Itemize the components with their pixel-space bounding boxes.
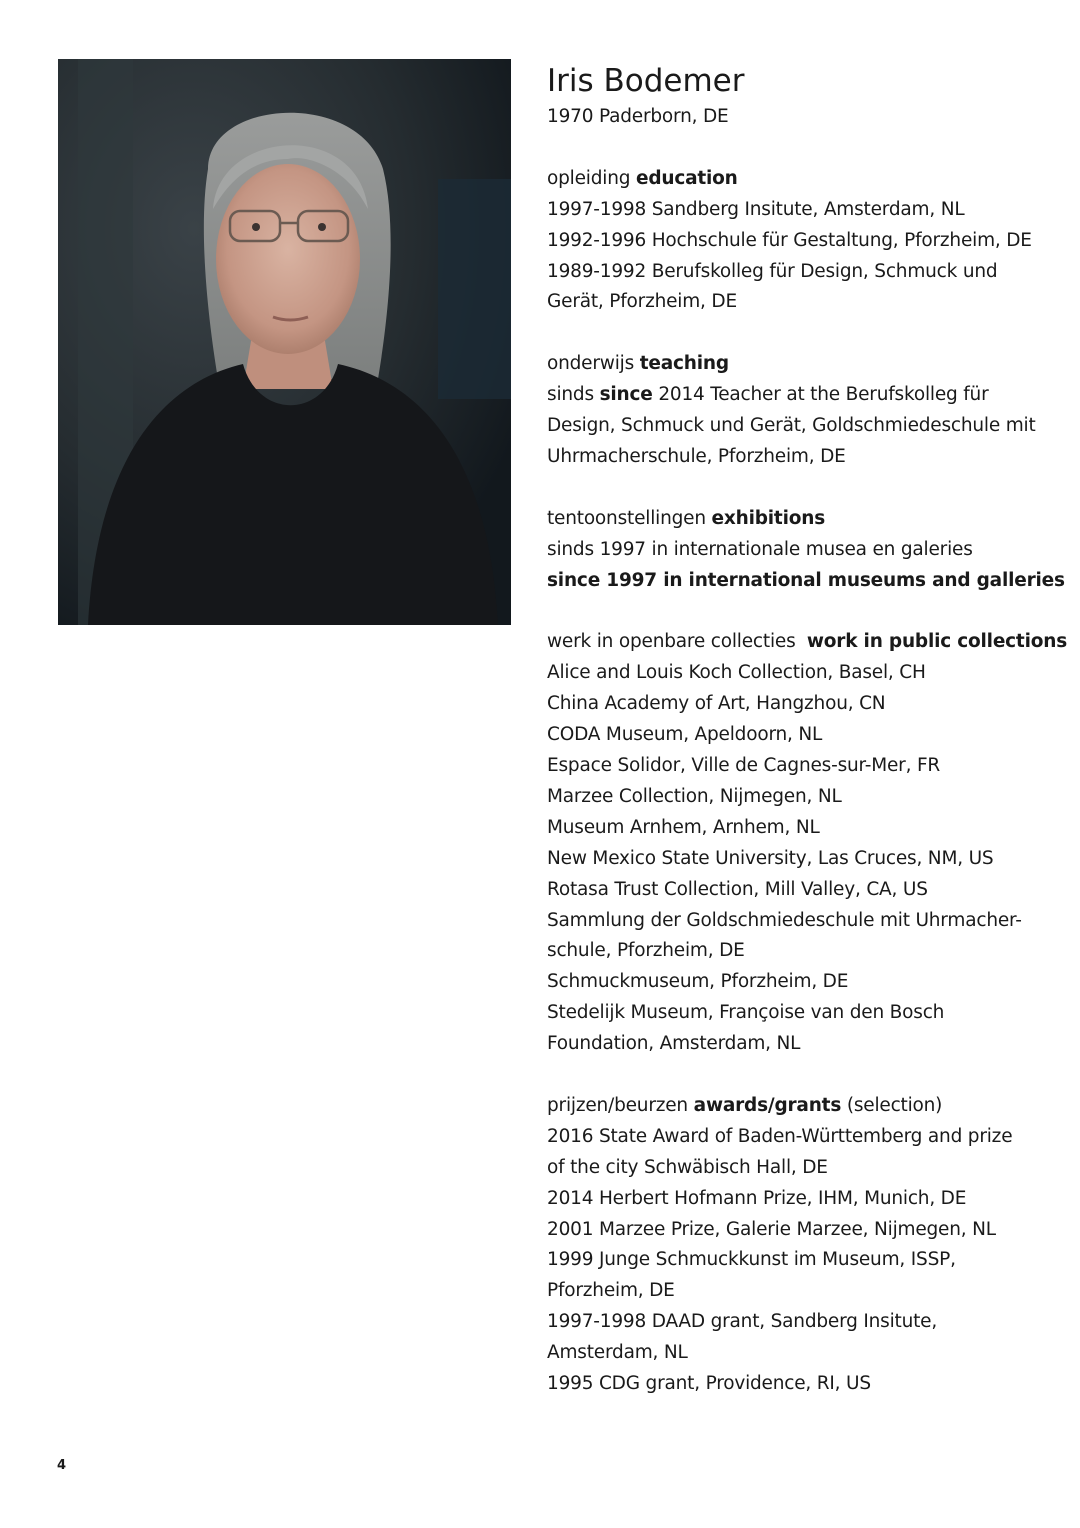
collection-item: Espace Solidor, Ville de Cagnes-sur-Mer, FR	[547, 754, 941, 776]
bio-text	[547, 62, 1068, 1400]
award-item: 2001 Marzee Prize, Galerie Marzee, Nijmegen, NL	[547, 1218, 996, 1240]
award-item: 2016 State Award of Baden-Württemberg and prize	[547, 1125, 1013, 1147]
education-item: Gerät, Pforzheim, DE	[547, 291, 737, 313]
page-number: 4	[57, 1458, 67, 1473]
exhibitions-label-en: exhibitions	[711, 507, 825, 529]
teaching-since-nl: sinds	[547, 384, 594, 406]
collection-item: Stedelijk Museum, Françoise van den Bosch	[547, 1002, 945, 1024]
teaching-line: Uhrmacherschule, Pforzheim, DE	[547, 445, 846, 467]
artist-name: Iris Bodemer	[547, 63, 745, 99]
award-item: 1995 CDG grant, Providence, RI, US	[547, 1373, 871, 1395]
collection-item: Marzee Collection, Nijmegen, NL	[547, 785, 842, 807]
collections-label-nl: werk in openbare collecties	[547, 631, 796, 653]
awards-label-suffix: (selection)	[846, 1094, 943, 1116]
collection-item: Foundation, Amsterdam, NL	[547, 1033, 801, 1055]
education-item: 1989-1992 Berufskolleg für Design, Schmuck und	[547, 260, 998, 282]
portrait-illustration	[58, 59, 511, 625]
collection-item: Alice and Louis Koch Collection, Basel, CH	[547, 662, 926, 684]
exhibitions-line-nl: sinds 1997 in internationale musea en galeries	[547, 538, 973, 560]
collection-item: New Mexico State University, Las Cruces, NM, US	[547, 847, 994, 869]
education-heading	[547, 164, 1047, 195]
award-item: of the city Schwäbisch Hall, DE	[547, 1156, 828, 1178]
awards-label-nl: prijzen/beurzen	[547, 1094, 688, 1116]
education-item: 1992-1996 Hochschule für Gestaltung, Pforzheim, DE	[547, 229, 1032, 251]
teaching-item	[547, 380, 1047, 411]
teaching-since-en: since	[599, 384, 653, 406]
collection-item: CODA Museum, Apeldoorn, NL	[547, 724, 823, 746]
education-item: 1997-1998 Sandberg Insitute, Amsterdam, NL	[547, 198, 965, 220]
teaching-first-line: 2014 Teacher at the Berufskolleg für	[658, 384, 989, 406]
birth-info: 1970 Paderborn, DE	[547, 106, 729, 127]
exhibitions-heading	[547, 504, 1047, 535]
award-item: 2014 Herbert Hofmann Prize, IHM, Munich, DE	[547, 1187, 967, 1209]
teaching-heading	[547, 349, 1047, 380]
collection-item: schule, Pforzheim, DE	[547, 940, 745, 962]
awards-heading	[547, 1091, 1047, 1122]
award-item: Pforzheim, DE	[547, 1280, 675, 1302]
exhibitions-line-en-text: since 1997 in international museums and galleries	[547, 569, 1065, 591]
awards-label-en: awards/grants	[693, 1094, 842, 1116]
collections-label-en: work in public collections	[806, 631, 1068, 653]
exhibitions-line-en	[547, 566, 1065, 597]
award-item: 1999 Junge Schmuckkunst im Museum, ISSP,	[547, 1249, 956, 1271]
award-item: Amsterdam, NL	[547, 1342, 688, 1364]
collection-item: Sammlung der Goldschmiedeschule mit Uhrmacher-	[547, 909, 1022, 931]
teaching-line: Design, Schmuck und Gerät, Goldschmiedeschule mit	[547, 415, 1036, 437]
collection-item: Museum Arnhem, Arnhem, NL	[547, 816, 820, 838]
collections-heading	[547, 627, 1068, 658]
education-label-en: education	[635, 167, 738, 189]
collection-item: Rotasa Trust Collection, Mill Valley, CA, US	[547, 878, 928, 900]
collection-item: China Academy of Art, Hangzhou, CN	[547, 693, 886, 715]
collection-item: Schmuckmuseum, Pforzheim, DE	[547, 971, 849, 993]
exhibitions-label-nl: tentoonstellingen	[547, 507, 706, 529]
portrait-photo	[58, 59, 511, 625]
award-item: 1997-1998 DAAD grant, Sandberg Insitute,	[547, 1311, 938, 1333]
education-label-nl: opleiding	[547, 167, 631, 189]
teaching-label-en: teaching	[639, 353, 729, 375]
teaching-label-nl: onderwijs	[547, 353, 635, 375]
